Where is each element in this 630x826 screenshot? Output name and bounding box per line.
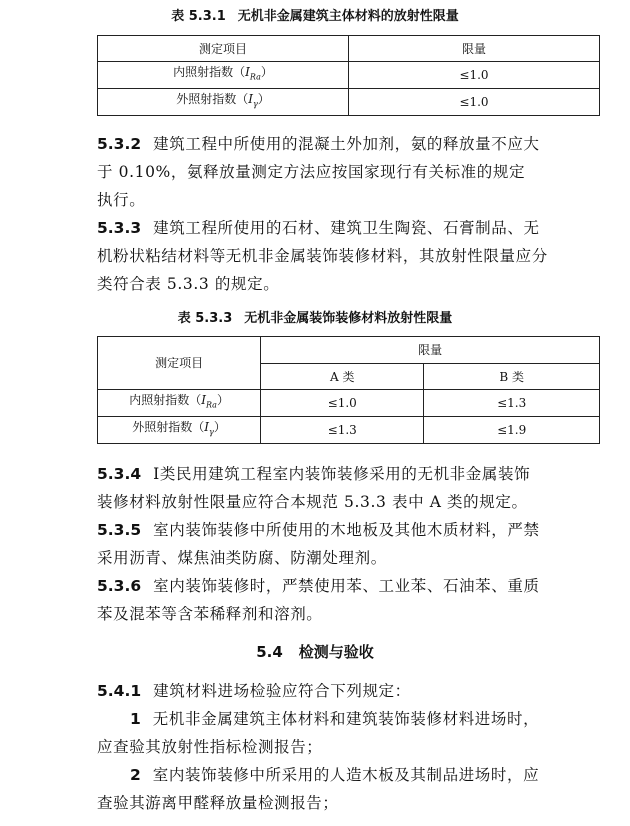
- clause-line: [97, 705, 601, 733]
- clause-line: [97, 214, 601, 242]
- header-cell-limit: 限量: [261, 337, 600, 364]
- list-item-2: [97, 761, 601, 817]
- row-value-a: ≤1.0: [261, 390, 424, 417]
- clause-text: 建筑工程所使用的石材、建筑卫生陶瓷、石膏制品、无: [153, 219, 540, 237]
- table-row: [98, 390, 600, 417]
- section-number: 5.4: [256, 643, 283, 661]
- clause-line: 于 0.10%，氨释放量测定方法应按国家现行有关标准的规定: [97, 163, 526, 181]
- clause-line: 采用沥青、煤焦油类防腐、防潮处理剂。: [97, 549, 387, 567]
- clause-line: 装修材料放射性限量应符合本规范 5.3.3 表中 A 类的规定。: [97, 493, 528, 511]
- clause-number: 5.3.6: [97, 577, 142, 595]
- row-label-close: ）: [260, 65, 273, 80]
- clause-line: 类符合表 5.3.3 的规定。: [97, 275, 280, 293]
- header-cell-limit: 限量: [349, 36, 600, 62]
- clause-line: 执行。: [97, 191, 146, 209]
- row-label: 外照射指数（: [132, 420, 205, 435]
- clause-text: 室内装饰装修中所使用的木地板及其他木质材料，严禁: [153, 521, 540, 539]
- row-label-cell: [98, 62, 349, 89]
- row-label-close: ）: [257, 92, 270, 107]
- index-symbol: I: [245, 65, 250, 80]
- clause-text: 建筑工程中所使用的混凝土外加剂，氨的释放量不应大: [153, 135, 540, 153]
- row-label: 内照射指数（: [173, 65, 246, 80]
- row-value-b: ≤1.3: [424, 390, 600, 417]
- table-number: 表 5.3.3: [177, 311, 233, 326]
- table-row: [98, 62, 600, 89]
- clause-5-4-1: [97, 677, 601, 705]
- clause-line: 查验其游离甲醛释放量检测报告；: [97, 794, 339, 812]
- table-row: [98, 89, 600, 116]
- table-title: 无机非金属建筑主体材料的放射性限量: [237, 9, 459, 24]
- header-cell-a: A 类: [261, 364, 424, 390]
- index-subscript: γ: [252, 99, 258, 109]
- item-text: 无机非金属建筑主体材料和建筑装饰装修材料进场时，: [152, 710, 540, 728]
- clause-line: [97, 516, 601, 544]
- clause-line: 苯及混苯等含苯稀释剂和溶剂。: [97, 605, 323, 623]
- row-label: 内照射指数（: [129, 393, 202, 408]
- clause-line: [97, 677, 601, 705]
- row-label-cell: [98, 89, 349, 116]
- table-5-3-1: [97, 35, 600, 116]
- clause-number: 5.4.1: [97, 682, 142, 700]
- header-cell-item: 测定项目: [98, 36, 349, 62]
- table-header-row: [98, 36, 600, 62]
- row-value-b: ≤1.9: [424, 417, 600, 444]
- index-subscript: γ: [209, 427, 214, 437]
- clause-text: Ⅰ类民用建筑工程室内装饰装修采用的无机非金属装饰: [153, 465, 531, 483]
- table-header-row: [98, 337, 600, 364]
- section-heading-5-4: [0, 642, 630, 662]
- table-5-3-3-caption: [0, 310, 630, 328]
- index-subscript: Ra: [205, 400, 217, 410]
- table-row: [98, 417, 600, 444]
- index-symbol: I: [201, 393, 206, 408]
- table-number: 表 5.3.1: [171, 9, 226, 24]
- clause-number: 5.3.3: [97, 219, 142, 237]
- clause-5-3-6: [97, 572, 601, 628]
- clause-line: 机粉状粘结材料等无机非金属装饰装修材料，其放射性限量应分: [97, 247, 548, 265]
- header-cell-b: B 类: [424, 364, 600, 390]
- item-number: 1: [130, 710, 141, 728]
- item-text: 室内装饰装修中所采用的人造木板及其制品进场时，应: [152, 766, 540, 784]
- clause-line: [97, 761, 601, 789]
- index-symbol: I: [248, 92, 253, 107]
- clause-number: 5.3.5: [97, 521, 142, 539]
- clause-5-3-2: [97, 130, 601, 214]
- clause-5-3-3: [97, 214, 601, 298]
- row-label-close: ）: [216, 393, 229, 408]
- clause-number: 5.3.2: [97, 135, 142, 153]
- header-cell-item: 测定项目: [98, 337, 261, 390]
- clause-text: 建筑材料进场检验应符合下列规定：: [153, 682, 411, 700]
- section-title: 检测与验收: [298, 643, 374, 661]
- row-value-a: ≤1.3: [261, 417, 424, 444]
- table-title: 无机非金属装饰装修材料放射性限量: [244, 311, 453, 326]
- row-label-cell: [98, 417, 261, 444]
- clause-line: 应查验其放射性指标检测报告；: [97, 738, 323, 756]
- clause-5-3-4: [97, 460, 601, 516]
- row-label: 外照射指数（: [176, 92, 249, 107]
- table-5-3-3: [97, 336, 600, 444]
- clause-number: 5.3.4: [97, 465, 142, 483]
- row-label-cell: [98, 390, 261, 417]
- clause-5-3-5: [97, 516, 601, 572]
- index-symbol: I: [204, 420, 210, 435]
- clause-line: [97, 572, 601, 600]
- item-number: 2: [130, 766, 141, 784]
- row-value: ≤1.0: [349, 89, 600, 116]
- index-subscript: Ra: [249, 72, 261, 82]
- table-5-3-1-caption: [0, 8, 630, 26]
- clause-line: [97, 460, 601, 488]
- row-label-close: ）: [213, 420, 226, 435]
- clause-text: 室内装饰装修时，严禁使用苯、工业苯、石油苯、重质: [153, 577, 540, 595]
- list-item-1: [97, 705, 601, 761]
- clause-line: [97, 130, 601, 158]
- row-value: ≤1.0: [349, 62, 600, 89]
